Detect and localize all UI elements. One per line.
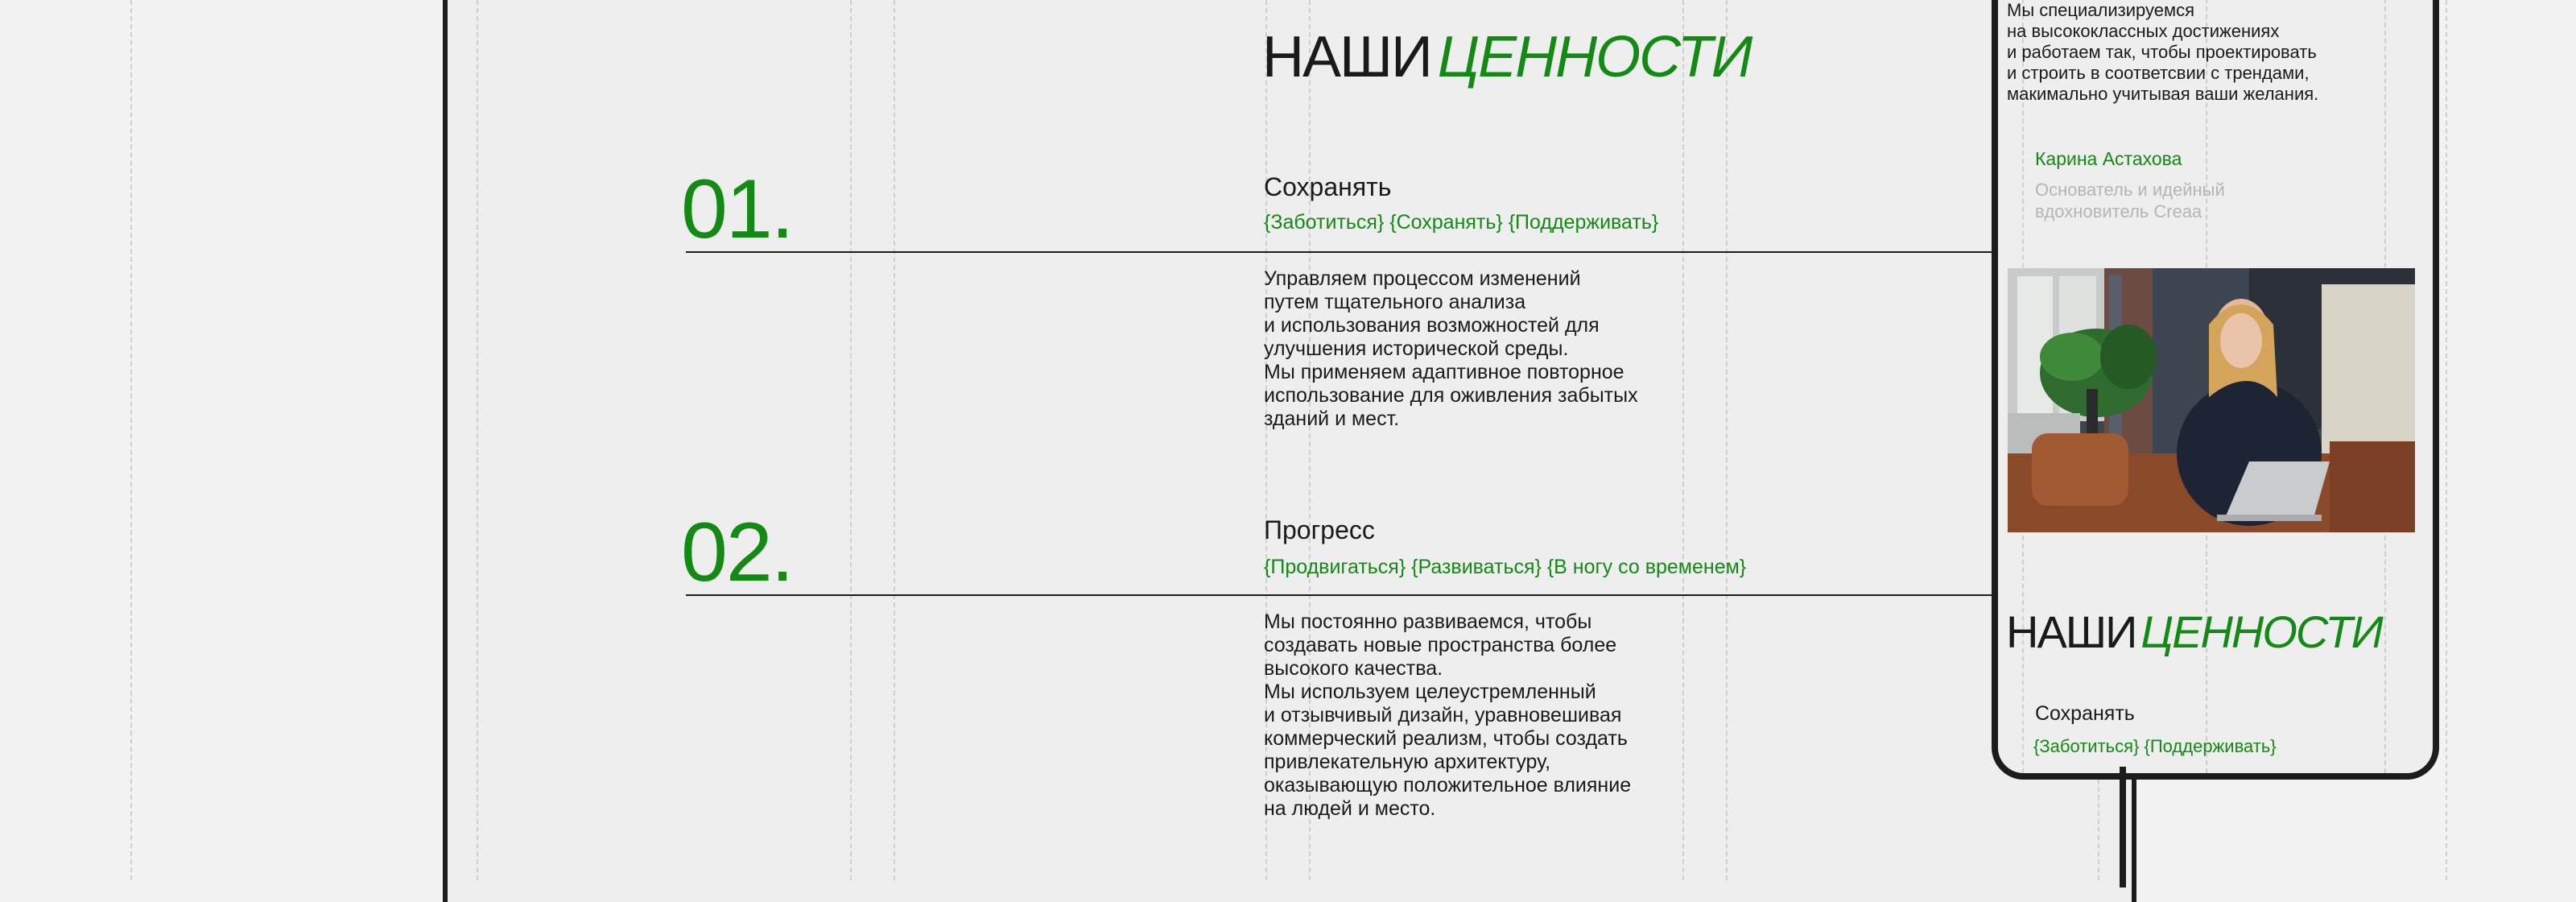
guide-line xyxy=(1682,0,1684,880)
heading-green: ЦЕННОСТИ xyxy=(1437,25,1752,89)
mobile-intro: Мы специализируемся на высококлассных достижениях и работаем так, чтобы проектировать и строить в соответсвии с трендами, макимально учитывая ваши желания. xyxy=(2007,0,2319,104)
value-title: Сохранять xyxy=(1264,172,1392,201)
value-body: Управляем процессом изменений путем тщательного анализа и использования возможностей для улучшения исторической среды. Мы применяем адаптивное повторное использование для оживления забытых зданий и мест. xyxy=(1264,267,1638,430)
heading-green: ЦЕННОСТИ xyxy=(2140,606,2382,657)
guide-line xyxy=(894,0,895,880)
person-role: Основатель и идейный вдохновитель Creaa xyxy=(2035,180,2225,221)
woman-with-laptop-photo-icon xyxy=(2008,268,2415,532)
heading-black: НАШИ xyxy=(2006,606,2136,657)
value-tags: {Заботиться} {Сохранять} {Поддерживать} xyxy=(1264,211,1659,234)
guide-line xyxy=(850,0,852,880)
mobile-value-title: Сохранять xyxy=(2035,702,2135,725)
value-number: 02. xyxy=(681,506,793,599)
mobile-section-heading xyxy=(2006,606,2382,658)
guide-line xyxy=(1726,0,1728,880)
guide-line xyxy=(477,0,478,880)
value-tags: {Продвигаться} {Развиваться} {В ногу со временем} xyxy=(1264,556,1747,578)
value-number: 01. xyxy=(681,163,793,256)
guide-line xyxy=(2446,0,2447,880)
person-name: Карина Астахова xyxy=(2035,148,2182,169)
divider xyxy=(686,251,1995,253)
mobile-value-tags: {Заботиться} {Поддерживать} xyxy=(2033,736,2277,756)
section-heading xyxy=(1262,24,1751,90)
value-body: Мы постоянно развиваемся, чтобы создавать новые пространства более высокого качества. Мы используем целеустремленный и отзывчивый дизайн, уравновешивая коммерческий реализм, чтобы создать привлекательную архитектуру, оказывающую положительное влияние на людей и место. xyxy=(1264,610,1632,820)
divider xyxy=(686,594,1995,596)
heading-black: НАШИ xyxy=(1262,25,1431,89)
guide-line xyxy=(130,0,132,880)
value-title: Прогресс xyxy=(1264,515,1375,544)
mobile-frame-edge xyxy=(2120,767,2126,888)
